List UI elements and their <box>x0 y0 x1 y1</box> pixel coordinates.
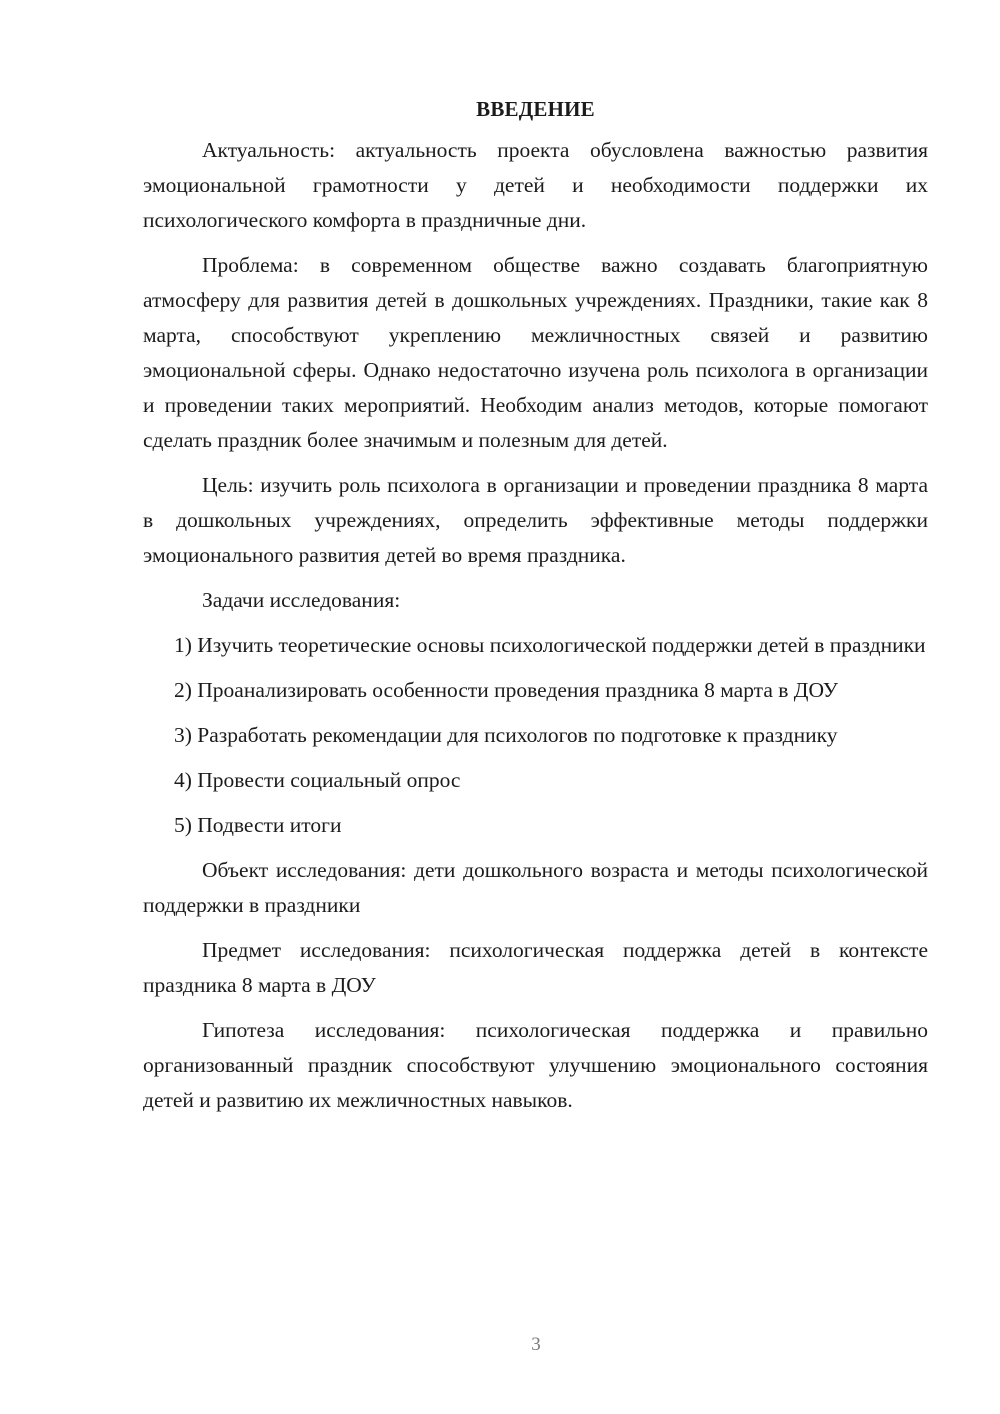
task-item: 2) Проанализировать особенности проведения праздника 8 марта в ДОУ <box>174 678 838 702</box>
section-heading: ВВЕДЕНИЕ <box>476 97 595 121</box>
hypothesis-paragraph: Гипотеза исследования: психологическая поддержка и правильно организованный праздник способствуют улучшению эмоционального состояния детей и развитию их межличностных навыков. <box>143 1018 928 1112</box>
task-item: 3) Разработать рекомендации для психологов по подготовке к празднику <box>174 723 838 747</box>
task-item: 1) Изучить теоретические основы психологической поддержки детей в праздники <box>174 633 926 657</box>
problem-paragraph: Проблема: в современном обществе важно создавать благоприятную атмосферу для развития детей в дошкольных учреждениях. Праздники, такие как 8 марта, способствуют укреплению межличностных связей и развитию эмоциональной сферы. Однако недостаточно изучена роль психолога в организации и проведении таких мероприятий. Необходим анализ методов, которые помогают сделать праздник более значимым и полезным для детей. <box>143 253 928 452</box>
document-page <box>143 92 928 1128</box>
goal-paragraph: Цель: изучить роль психолога в организации и проведении праздника 8 марта в дошкольных учреждениях, определить эффективные методы поддержки эмоционального развития детей во время праздника. <box>143 473 928 567</box>
relevance-paragraph: Актуальность: актуальность проекта обусловлена важностью развития эмоциональной грамотности у детей и необходимости поддержки их психологического комфорта в праздничные дни. <box>143 138 928 232</box>
task-item: 5) Подвести итоги <box>174 813 342 837</box>
task-item: 4) Провести социальный опрос <box>174 768 461 792</box>
page-number: 3 <box>531 1334 541 1355</box>
subject-paragraph: Предмет исследования: психологическая поддержка детей в контексте праздника 8 марта в ДОУ <box>143 938 928 997</box>
object-paragraph: Объект исследования: дети дошкольного возраста и методы психологической поддержки в праздники <box>143 858 928 917</box>
tasks-title: Задачи исследования: <box>202 588 401 612</box>
